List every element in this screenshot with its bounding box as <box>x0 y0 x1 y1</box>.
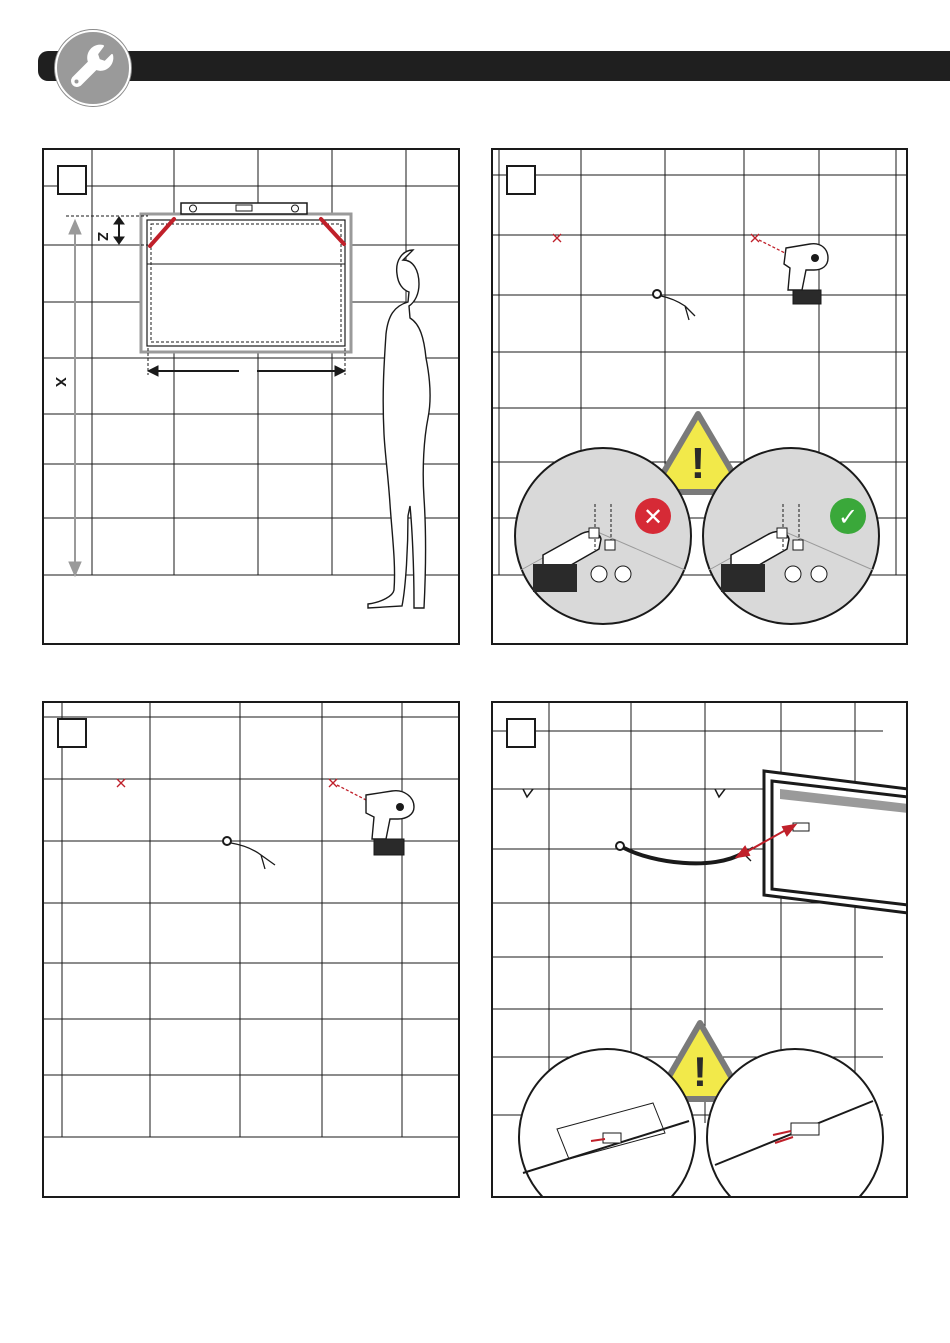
drill-icon <box>366 791 414 855</box>
step-1-panel <box>42 148 460 645</box>
right-mark: ✓ <box>837 503 859 531</box>
step-number-box <box>506 718 536 748</box>
x-dimension <box>69 220 81 576</box>
wall-tile-grid <box>44 703 460 1137</box>
right-example-illustration <box>703 448 879 624</box>
spirit-level-icon <box>181 203 307 214</box>
mirror-frame <box>764 771 908 913</box>
step-4-panel <box>491 701 908 1198</box>
wrong-mark: ✕ <box>642 503 664 531</box>
drill-mark <box>117 779 368 801</box>
wrench-icon <box>57 32 129 104</box>
step-number-box <box>57 165 87 195</box>
person-silhouette <box>368 250 430 608</box>
cable <box>616 842 753 863</box>
drill-mark <box>553 234 787 254</box>
z-label: Z <box>94 232 111 242</box>
wall-bracket <box>523 789 725 797</box>
x-label: X <box>52 377 69 388</box>
cable-outlet <box>223 837 275 869</box>
step-2-panel <box>491 148 908 645</box>
step-3-panel <box>42 701 460 1198</box>
warning-mark: ! <box>690 439 706 488</box>
wrench-badge <box>55 30 131 106</box>
wrong-example-illustration <box>515 448 691 624</box>
step-number-box <box>57 718 87 748</box>
header-bar <box>38 51 950 81</box>
warning-mark: ! <box>693 1048 707 1095</box>
terminal-block-detail <box>707 1049 883 1198</box>
step-number-box <box>506 165 536 195</box>
mirror-outline <box>141 214 351 352</box>
